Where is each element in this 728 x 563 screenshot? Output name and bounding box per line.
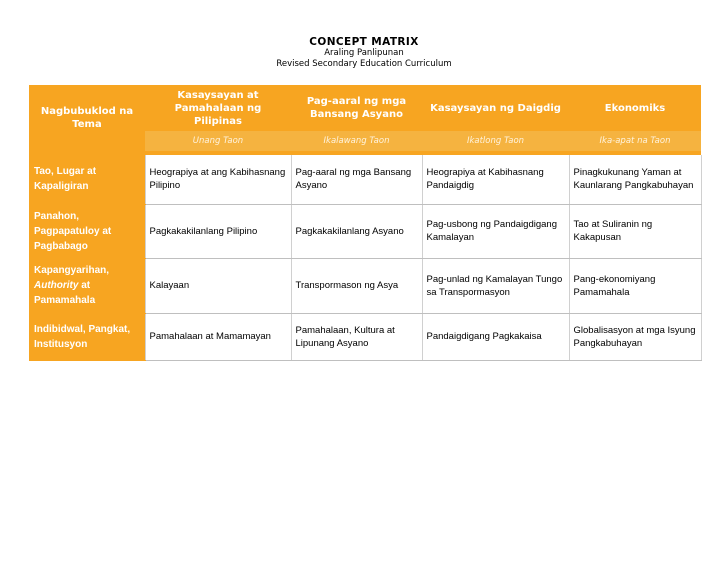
table-cell: Pagkakakilanlang Pilipino	[145, 204, 291, 258]
table-cell: Pamahalaan at Mamamayan	[145, 313, 291, 360]
row-theme: Kapangyarihan, Authority at Pamamahala	[29, 258, 145, 313]
table-cell: Pag-aaral ng mga Bansang Asyano	[291, 155, 422, 204]
table-cell: Pang-ekonomiyang Pamamahala	[569, 258, 701, 313]
year-level-label: Ika-apat na Taon	[569, 131, 701, 151]
year-level-label: Ikatlong Taon	[422, 131, 569, 151]
column-header-title: Kasaysayan at Pamahalaan ng Pilipinas	[145, 85, 291, 131]
table-cell: Pamahalaan, Kultura at Lipunang Asyano	[291, 313, 422, 360]
column-header-title: Ekonomiks	[569, 85, 701, 131]
table-cell: Globalisasyon at mga Isyung Pangkabuhayan	[569, 313, 701, 360]
document-title: CONCEPT MATRIX	[309, 36, 419, 48]
column-header-title: Pag-aaral ng mga Bansang Asyano	[291, 85, 422, 131]
table-cell: Pag-usbong ng Pandaigdigang Kamalayan	[422, 204, 569, 258]
table-row	[29, 204, 701, 258]
row-theme: Tao, Lugar at Kapaligiran	[29, 155, 145, 204]
row-theme: Panahon, Pagpapatuloy at Pagbabago	[29, 204, 145, 258]
document-curriculum: Revised Secondary Education Curriculum	[276, 59, 452, 69]
table-row	[29, 258, 701, 313]
year-level-label: Unang Taon	[145, 131, 291, 151]
table-cell: Tao at Suliranin ng Kakapusan	[569, 204, 701, 258]
table-cell: Pinagkukunang Yaman at Kaunlarang Pangkabuhayan	[569, 155, 701, 204]
column-header-row	[29, 85, 701, 131]
row-theme: Indibidwal, Pangkat, Institusyon	[29, 313, 145, 360]
table-cell: Pag-unlad ng Kamalayan Tungo sa Transpormasyon	[422, 258, 569, 313]
table-cell: Transpormason ng Asya	[291, 258, 422, 313]
table-cell: Pandaigdigang Pagkakaisa	[422, 313, 569, 360]
document-subject: Araling Panlipunan	[324, 48, 404, 58]
concept-matrix-table	[29, 85, 702, 361]
row-theme-italic: Authority	[34, 280, 79, 291]
table-row	[29, 313, 701, 360]
table-cell: Heograpiya at ang Kabihasnang Pilipino	[145, 155, 291, 204]
column-header-title: Kasaysayan ng Daigdig	[422, 85, 569, 131]
year-level-label: Ikalawang Taon	[291, 131, 422, 151]
table-row	[29, 155, 701, 204]
table-cell: Pagkakakilanlang Asyano	[291, 204, 422, 258]
table-cell: Heograpiya at Kabihasnang Pandaigdig	[422, 155, 569, 204]
column-header-theme: Nagbubuklod na Tema	[29, 85, 145, 151]
document-header	[0, 36, 728, 70]
table-cell: Kalayaan	[145, 258, 291, 313]
